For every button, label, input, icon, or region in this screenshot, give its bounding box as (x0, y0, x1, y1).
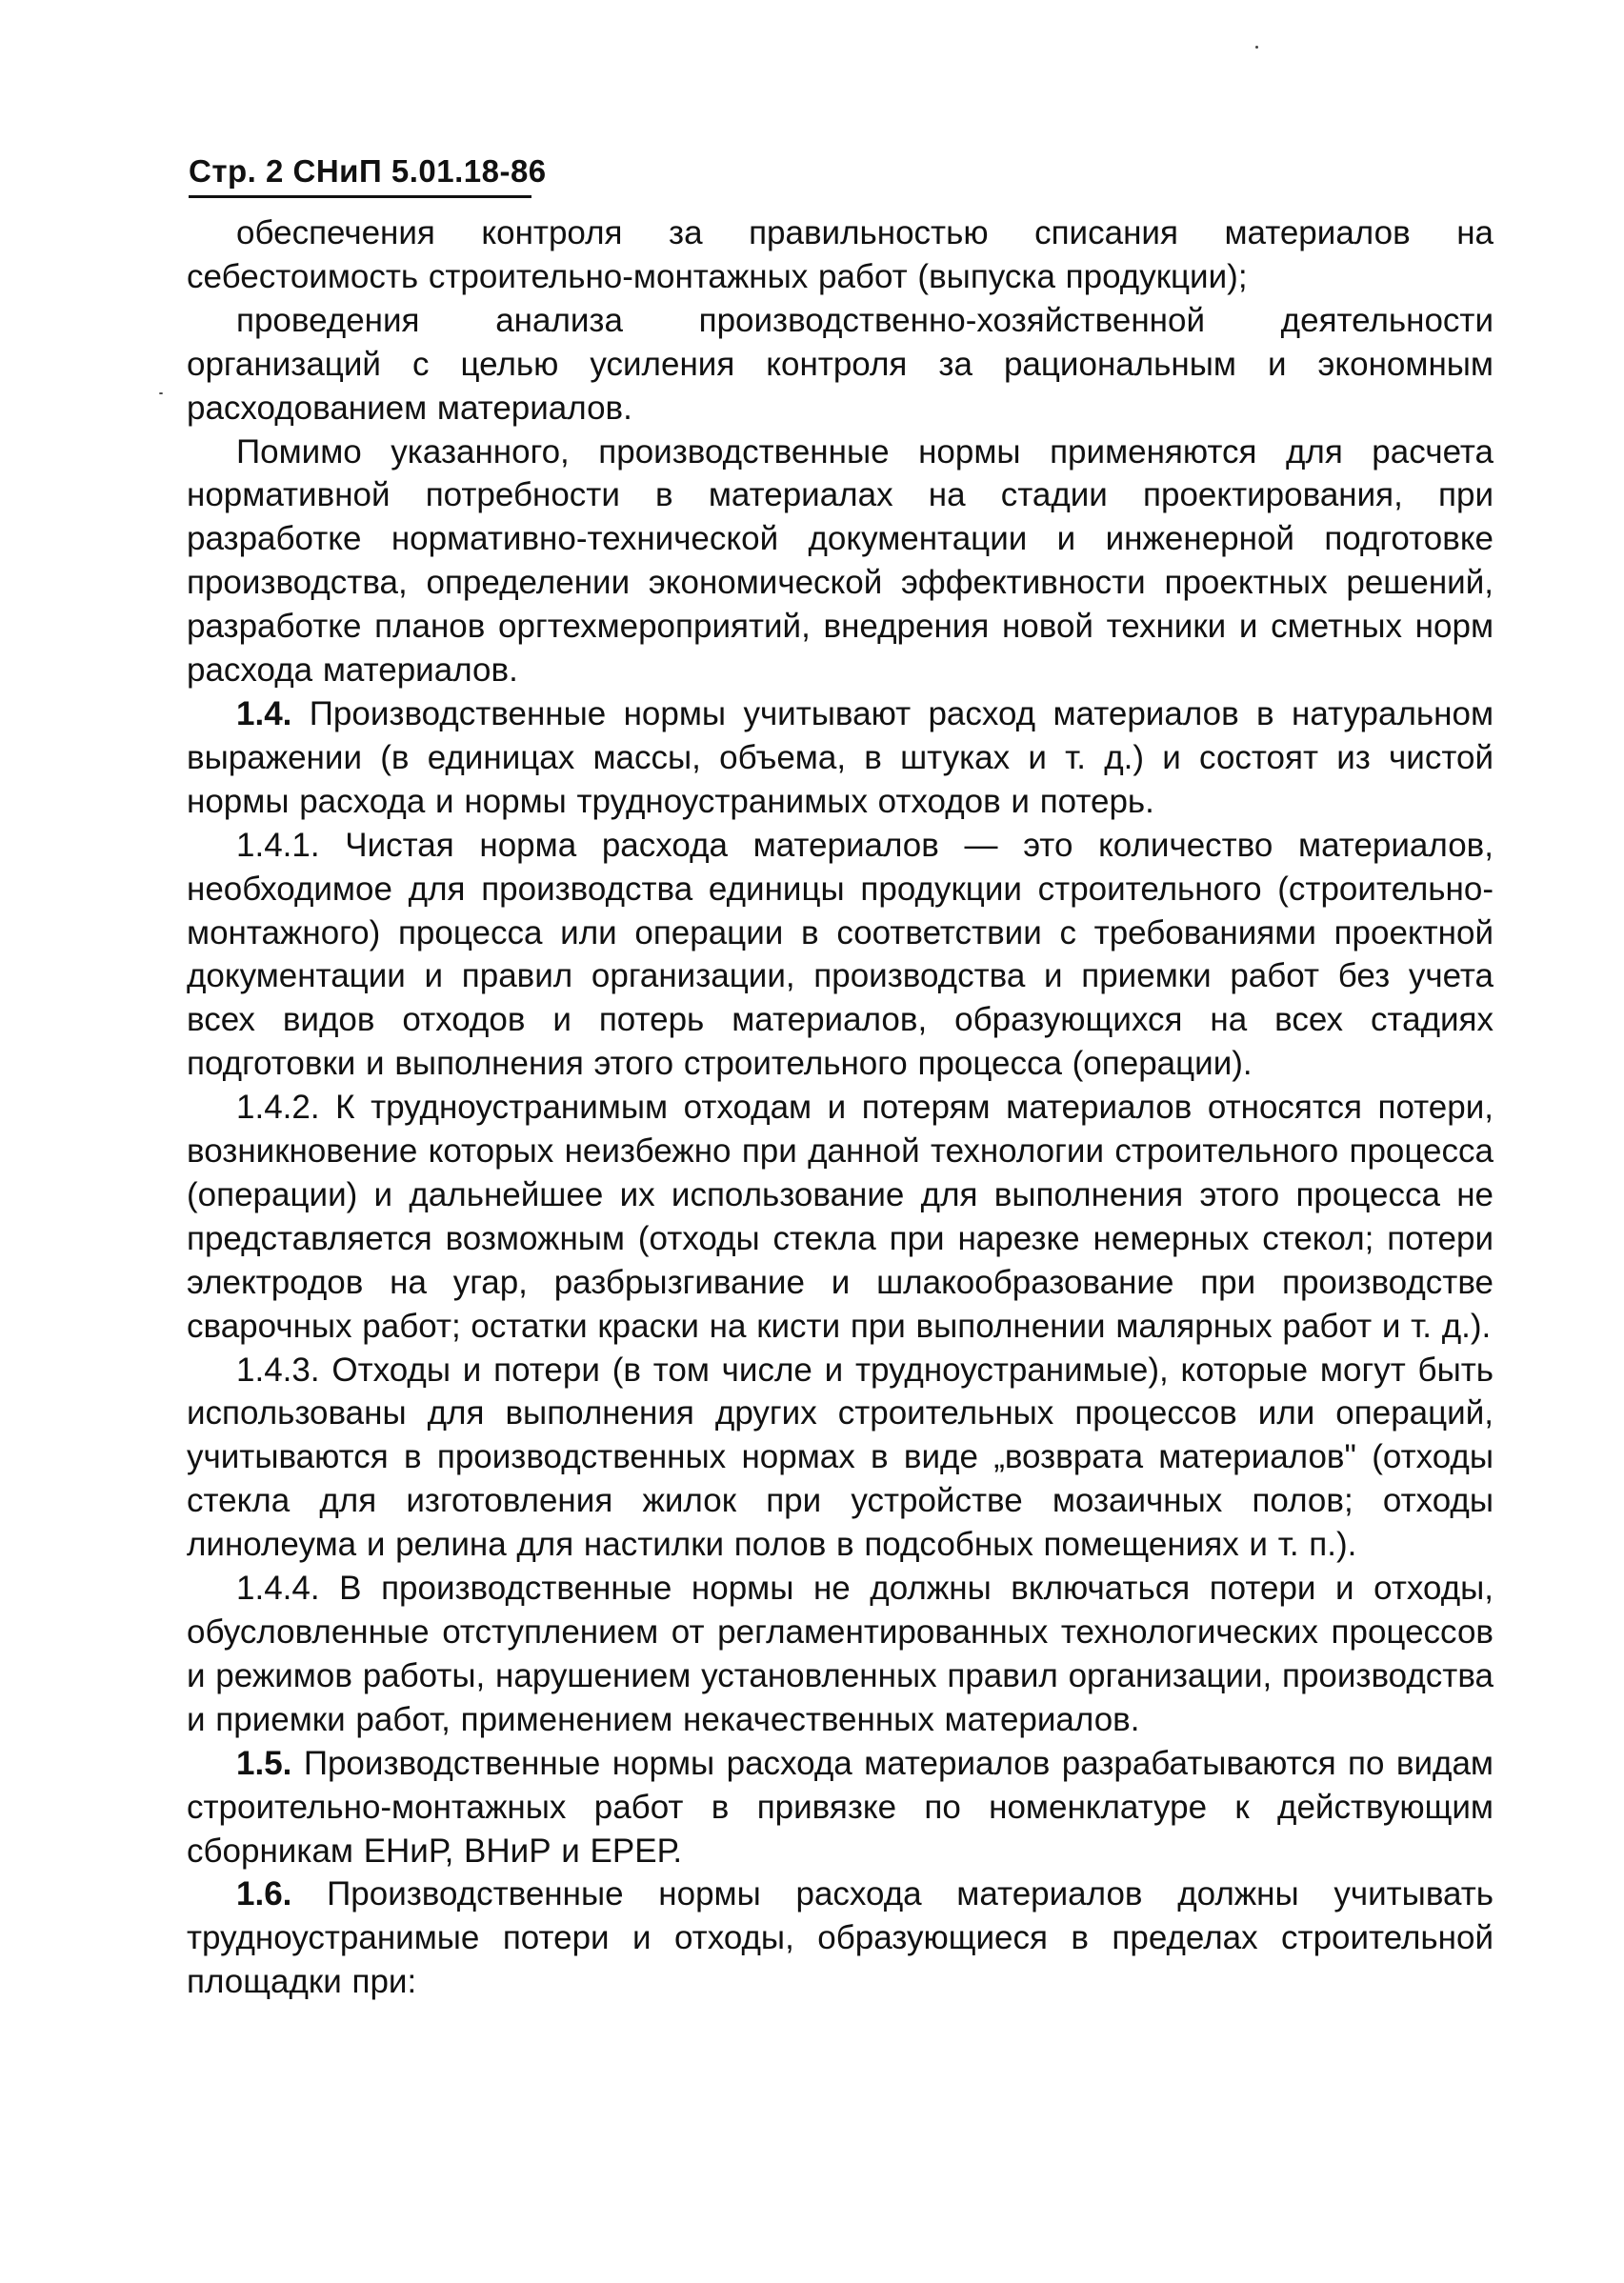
clause-text: Чистая норма расхода материалов — это количество материалов, необходимое для производства единицы продукции строительного (строительно-монтажного) процесса или операции в соответствии с требованиями проектной документации и правил организации, производства и приемки работ без учета всех видов отходов и потерь материалов, образующихся на всех стадиях подготовки и выполнения этого строительного процесса (операции). (187, 826, 1494, 1083)
paragraph (187, 211, 1494, 299)
clause-1-4-2 (187, 1086, 1494, 1348)
paragraph-text: проведения анализа производственно-хозяйственной деятельности организаций с целью усиления контроля за рациональным и экономным расходованием материалов. (187, 301, 1494, 427)
clause-1-5 (187, 1742, 1494, 1873)
clause-text: В производственные нормы не должны включаться потери и отходы, обусловленные отступлением от регламентированных технологических процессов и режимов работы, нарушением установленных правил организации, производства и приемки работ, применением некачественных материалов. (187, 1570, 1494, 1738)
scan-speck (159, 392, 163, 394)
clause-text: Производственные нормы расхода материалов разрабатываются по видам строительно-монтажных работ в привязке по номенклатуре к действующим сборникам ЕНиР, ВНиР и ЕРЕР. (187, 1744, 1494, 1870)
clause-1-6 (187, 1872, 1494, 2004)
paragraph (187, 431, 1494, 692)
document-body (187, 211, 1494, 2004)
clause-number: 1.5. (236, 1744, 292, 1782)
clause-1-4 (187, 692, 1494, 824)
clause-text: Отходы и потери (в том числе и трудноустранимые), которые могут быть использованы для выполнения других строительных процессов или операций, учитываются в производственных нормах в виде „возврата материалов" (отходы стекла для изготовления жилок при устройстве мозаичных полов; отходы линолеума и релина для настилки полов в подсобных помещениях и т. п.). (187, 1351, 1494, 1564)
page-header: Стр. 2 СНиП 5.01.18-86 (189, 153, 547, 189)
clause-text: Производственные нормы расхода материалов должны учитывать трудноустранимые потери и отходы, образующиеся в пределах строительной площадки при: (187, 1875, 1494, 2001)
clause-1-4-4 (187, 1567, 1494, 1742)
header-underline (189, 195, 531, 198)
clause-1-4-3 (187, 1349, 1494, 1568)
paragraph-text: обеспечения контроля за правильностью списания материалов на себестоимость строительно-монтажных работ (выпуска продукции); (187, 214, 1494, 295)
clause-number: 1.6. (236, 1875, 292, 1913)
clause-1-4-1 (187, 824, 1494, 1086)
clause-number: 1.4.4. (236, 1570, 320, 1608)
paragraph-text: Помимо указанного, производственные нормы применяются для расчета нормативной потребности в материалах на стадии проектирования, при разработке нормативно-технической документации и инженерной подготовке производства, определении экономической эффективности проектных решений, разработке планов оргтехмероприятий, внедрения новой техники и сметных норм расхода материалов. (187, 432, 1494, 690)
clause-text: Производственные нормы учитывают расход материалов в натуральном выражении (в единицах массы, объема, в штуках и т. д.) и состоят из чистой нормы расхода и нормы трудноустранимых отходов и потерь. (187, 694, 1494, 820)
clause-number: 1.4.1. (236, 826, 320, 864)
scan-speck (1255, 46, 1258, 49)
clause-number: 1.4.3. (236, 1351, 320, 1389)
clause-text: К трудноустранимым отходам и потерям материалов относятся потери, возникновение которых неизбежно при данной технологии строительного процесса (операции) и дальнейшее их использование для выполнения этого процесса не представляется возможным (отходы стекла при нарезке немерных стекол; потери электродов на угар, разбрызгивание и шлакообразование при производстве сварочных работ; остатки краски на кисти при выполнении малярных работ и т. д.). (187, 1089, 1494, 1345)
paragraph (187, 299, 1494, 431)
clause-number: 1.4. (236, 694, 292, 732)
clause-number: 1.4.2. (236, 1089, 320, 1127)
